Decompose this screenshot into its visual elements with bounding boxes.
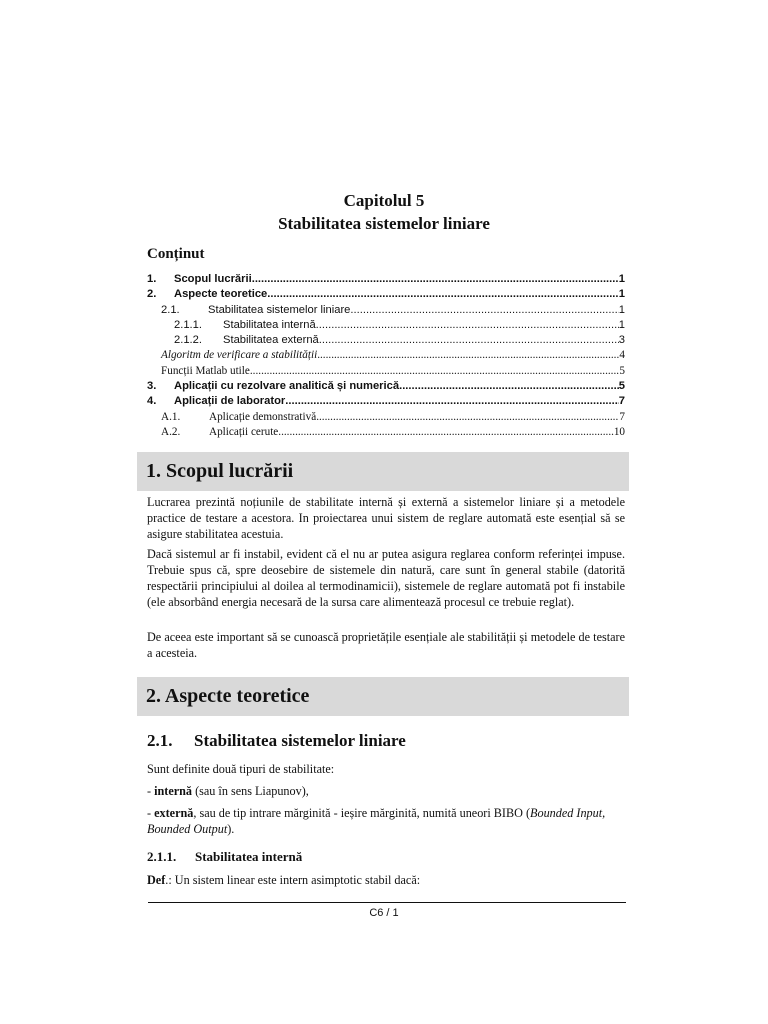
footer-rule bbox=[148, 902, 626, 903]
section-title: 2. Aspecte teoretice bbox=[146, 685, 310, 707]
toc-entry[interactable]: 1. Scopul lucrării ..... 1 bbox=[147, 273, 625, 288]
toc-entry[interactable]: A.1. Aplicație demonstrativă ..... 7 bbox=[147, 411, 625, 426]
page-number: C6 / 1 bbox=[369, 907, 399, 919]
paragraph: Lucrarea prezintă noțiunile de stabilitate internă și externă a sistemelor liniare și a metodele practice de testare a acestora. In proiectarea unui sistem de reglare automată este esențial să se asigure stabilitatea acestuia. bbox=[147, 495, 625, 541]
toc-entry[interactable]: 2.1.1. Stabilitatea internă ..... 1 bbox=[147, 319, 625, 334]
toc-entry[interactable]: 2. Aspecte teoretice ..... 1 bbox=[147, 288, 625, 303]
toc-entry[interactable]: Funcții Matlab utile ..... 5 bbox=[147, 365, 625, 380]
section-title: 1. Scopul lucrării bbox=[146, 460, 294, 482]
toc-entry[interactable]: A.2. Aplicații cerute ..... 10 bbox=[147, 426, 625, 441]
toc-entry[interactable]: 2.1. Stabilitatea sistemelor liniare ..... 1 bbox=[147, 304, 625, 319]
toc-entry[interactable]: Algoritm de verificare a stabilității ..... 4 bbox=[147, 349, 625, 364]
chapter-number: Capitolul 5 bbox=[343, 191, 425, 210]
paragraph: De aceea este important să se cunoască proprietățile esențiale ale stabilității și metodele de testare a acesteia. bbox=[147, 630, 625, 660]
paragraph: Dacă sistemul ar fi instabil, evident că el nu ar putea asigura reglarea conform referinței impuse. Trebuie spus că, spre deosebire de sistemele din natură, care sunt în general stabile (datorită respectării principiului al doilea al termodinamicii), sistemele de reglare automată pot fi instabile (ele absorbând energia necesară de la sursa care alimentează procesul ce trebuie reglat). bbox=[147, 547, 625, 609]
section-heading-theory bbox=[137, 677, 629, 716]
definition: Def.: Un sistem linear este intern asimptotic stabil dacă: bbox=[147, 873, 421, 887]
paragraph: Sunt definite două tipuri de stabilitate: bbox=[147, 762, 335, 776]
toc-heading: Conținut bbox=[147, 246, 205, 262]
chapter-header bbox=[0, 189, 768, 235]
toc-entry[interactable]: 3. Aplicații cu rezolvare analitică și numerică ..... 5 bbox=[147, 380, 625, 395]
chapter-title: Stabilitatea sistemelor liniare bbox=[278, 214, 490, 233]
bullet-external: - externă, sau de tip intrare mărginită - ieșire mărginită, numită uneori BIBO (Bounded Input, Bounded Output). bbox=[147, 806, 606, 836]
table-of-contents bbox=[147, 273, 625, 441]
toc-entry[interactable]: 2.1.2. Stabilitatea externă ..... 3 bbox=[147, 334, 625, 349]
subsection-heading: 2.1. Stabilitatea sistemelor liniare bbox=[147, 731, 406, 750]
bullet-internal: - internă (sau în sens Liapunov), bbox=[147, 784, 309, 798]
toc-entry[interactable]: 4. Aplicații de laborator ..... 7 bbox=[147, 395, 625, 410]
subsubsection-heading: 2.1.1. Stabilitatea internă bbox=[147, 849, 303, 864]
section-heading-scope bbox=[137, 452, 629, 491]
